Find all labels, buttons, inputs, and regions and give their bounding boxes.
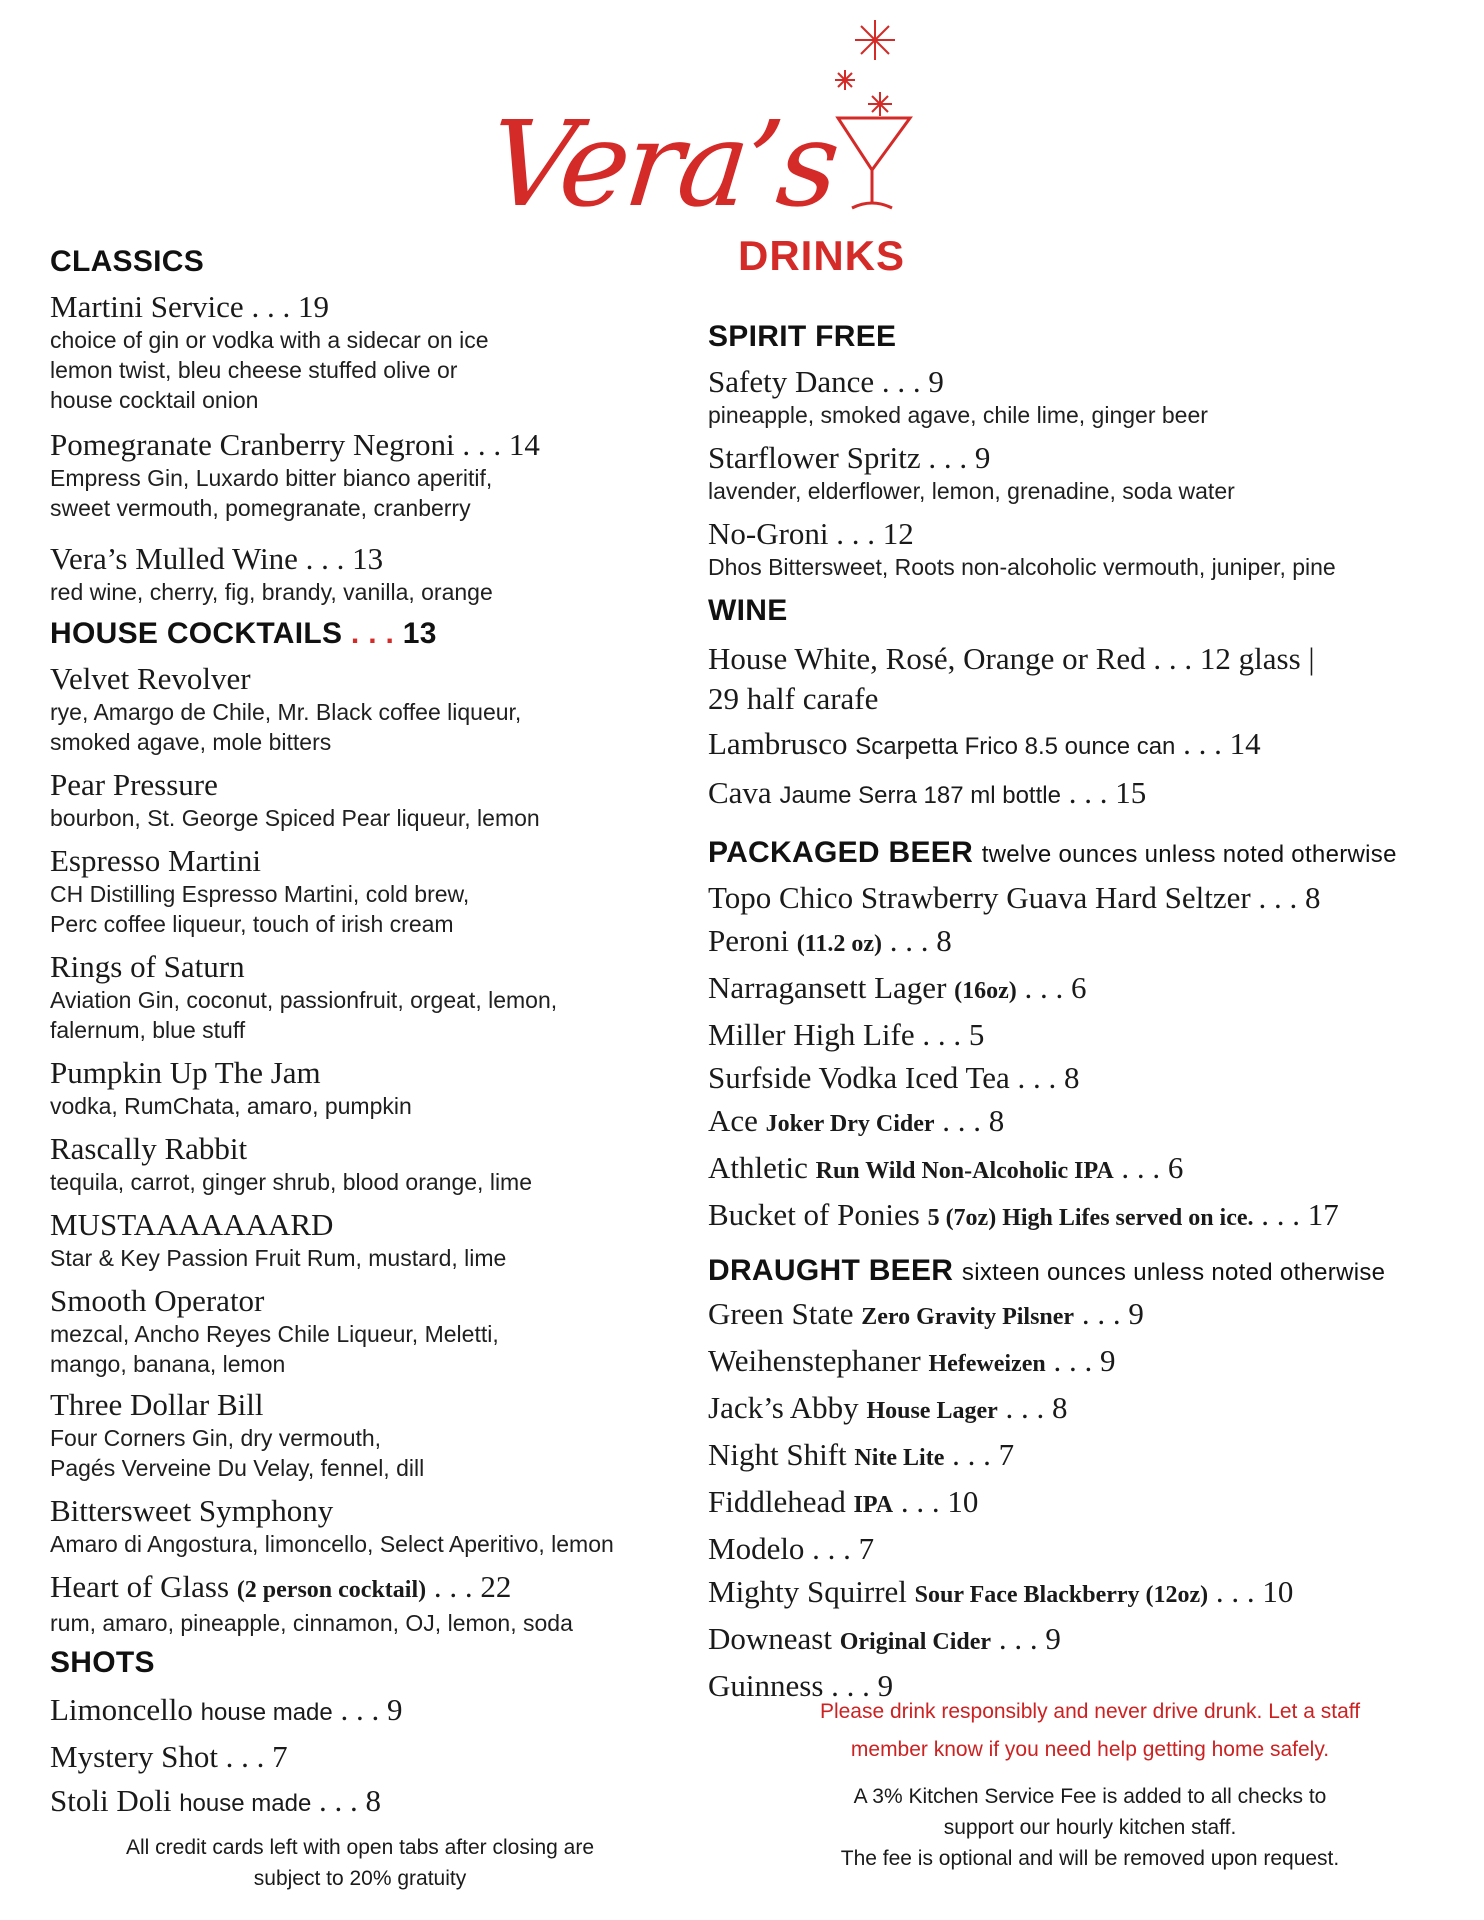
item-name: Three Dollar Bill [50,1387,264,1422]
item-extra: Original Cider [839,1629,992,1655]
item-desc: CH Distilling Espresso Martini, cold brew, [50,881,470,907]
beer-item [708,1570,1448,1617]
beer-item [708,966,1448,1013]
menu-item [50,541,690,607]
wine-house: House White, Rosé, Orange or Red . . . 12 glass | [708,641,1315,676]
menu-item [50,1569,690,1638]
footer-notes [720,1693,1460,1874]
logo-script: Vera’s [482,95,843,233]
beer-item [708,1056,1448,1099]
wine-house-carafe: 29 half carafe [708,681,879,716]
beer-item [708,876,1448,919]
menu-item [50,1055,690,1121]
item-title: Heart of Glass [50,1569,230,1604]
item-price: . . . 7 [944,1437,1015,1472]
menu-item [708,440,1448,506]
item-desc: Four Corners Gin, dry vermouth, [50,1425,382,1451]
right-column [708,320,1448,1707]
item-name: Espresso Martini [50,843,261,878]
item-extra: 5 (7oz) High Lifes served on ice. [927,1205,1254,1231]
beer-item [708,1480,1448,1527]
beer-item [708,1386,1448,1433]
menu-item [50,1387,690,1483]
item-title: Miller High Life . . . 5 [708,1017,985,1052]
item-extra: IPA [853,1492,894,1518]
menu-item [50,1493,690,1559]
item-desc: Pagés Verveine Du Velay, fennel, dill [50,1455,425,1481]
item-desc: house cocktail onion [50,387,259,413]
item-desc: mezcal, Ancho Reyes Chile Liqueur, Meletti, [50,1321,499,1347]
note-line: subject to 20% gratuity [253,1867,467,1890]
logo [482,10,940,279]
item-name: Martini Service . . . 19 [50,289,329,324]
item-name [50,1569,690,1608]
item-price: . . . 9 [1045,1343,1116,1378]
item-desc: falernum, blue stuff [50,1017,246,1043]
item-title: Narragansett Lager [708,970,947,1005]
menu-item [50,949,690,1045]
item-price: . . . 6 [1113,1150,1184,1185]
menu-item [50,427,690,523]
martini-glass-sparkle-icon [790,10,930,230]
draught-beer-heading [708,1254,1448,1288]
item-price: . . . 9 [991,1621,1061,1656]
item-title: Stoli Doli [50,1783,172,1818]
heading-text: HOUSE COCKTAILS [50,617,343,650]
heading-sub: sixteen ounces unless noted otherwise [961,1259,1386,1286]
shots-heading: SHOTS [50,1646,155,1679]
wine-item [708,775,1448,814]
beer-item [708,919,1448,966]
item-desc: tequila, carrot, ginger shrub, blood orange, lime [50,1169,533,1195]
shot-item [50,1739,690,1775]
item-price: . . . 9 [332,1692,403,1727]
item-name: Pumpkin Up The Jam [50,1055,321,1090]
item-price: . . . 8 [997,1390,1068,1425]
item-price: . . . 22 [426,1569,512,1604]
menu-item [50,661,690,757]
heading-text: PACKAGED BEER [708,836,974,869]
fee-note: support our hourly kitchen staff. [943,1816,1237,1839]
item-price: . . . 6 [1016,970,1087,1005]
responsible-note: member know if you need help getting home safely. [850,1738,1330,1761]
item-desc: red wine, cherry, fig, brandy, vanilla, orange [50,579,493,605]
menu-item [50,843,690,939]
item-title: Night Shift [708,1437,847,1472]
item-price: . . . 8 [311,1783,382,1818]
item-price: . . . 14 [1175,726,1261,761]
item-extra: Joker Dry Cider [765,1111,935,1137]
item-extra: Sour Face Blackberry (12oz) [914,1582,1209,1608]
item-title: Bucket of Ponies [708,1197,920,1232]
classics-heading: CLASSICS [50,245,205,278]
spirit-free-heading: SPIRIT FREE [708,320,897,353]
item-desc: Aviation Gin, coconut, passionfruit, orgeat, lemon, [50,987,558,1013]
item-price: . . . 10 [893,1484,979,1519]
item-title: Limoncello [50,1692,193,1727]
item-desc: Perc coffee liqueur, touch of irish cream [50,911,454,937]
item-extra: House Lager [866,1398,998,1424]
item-desc: rye, Amargo de Chile, Mr. Black coffee liqueur, [50,699,522,725]
house-cocktails-heading [50,617,690,651]
item-desc: bourbon, St. George Spiced Pear liqueur, lemon [50,805,540,831]
item-name: Safety Dance . . . 9 [708,364,944,399]
item-desc: vodka, RumChata, amaro, pumpkin [50,1093,412,1119]
beer-item [708,1527,1448,1570]
packaged-beer-heading [708,836,1448,870]
item-name: Smooth Operator [50,1283,265,1318]
menu-item [50,1131,690,1197]
item-title: Mighty Squirrel [708,1574,907,1609]
beer-item [708,1146,1448,1193]
heading-text: DRAUGHT BEER [708,1254,954,1287]
menu-item [50,289,690,415]
item-name: Pomegranate Cranberry Negroni . . . 14 [50,427,540,462]
left-column [50,245,690,1822]
menu-item [708,364,1448,430]
item-extra: (11.2 oz) [796,931,882,957]
item-desc: Empress Gin, Luxardo bitter bianco aperitif, [50,465,493,491]
shot-item [50,1692,690,1731]
item-desc: pineapple, smoked agave, chile lime, ginger beer [708,402,1208,428]
item-desc: mango, banana, lemon [50,1351,286,1377]
item-price: . . . 8 [934,1103,1005,1138]
item-price: . . . 8 [882,923,952,958]
item-desc: lemon twist, bleu cheese stuffed olive or [50,357,458,383]
item-title: Weihenstephaner [708,1343,921,1378]
item-title: Modelo . . . 7 [708,1531,875,1566]
item-name: Bittersweet Symphony [50,1493,334,1528]
item-title: Mystery Shot . . . 7 [50,1739,288,1774]
note-line: All credit cards left with open tabs after closing are [125,1836,595,1859]
menu-item [708,516,1448,582]
item-extra: Scarpetta Frico 8.5 ounce can [855,733,1176,760]
item-desc: Amaro di Angostura, limoncello, Select Aperitivo, lemon [50,1531,614,1557]
item-desc: choice of gin or vodka with a sidecar on ice [50,327,489,353]
item-price: . . . 9 [1074,1296,1144,1331]
item-name: Velvet Revolver [50,661,251,696]
item-price: . . . 15 [1060,775,1147,810]
beer-item [708,1339,1448,1386]
item-title: Guinness . . . 9 [708,1668,894,1703]
item-extra: Run Wild Non-Alcoholic IPA [815,1158,1114,1184]
item-name: Rings of Saturn [50,949,245,984]
item-title: Peroni [708,923,789,958]
shot-item [50,1783,690,1822]
item-title: Ace [708,1103,758,1138]
wine-item [708,726,1448,765]
beer-item [708,1013,1448,1056]
item-title: Athletic [708,1150,808,1185]
fee-note: The fee is optional and will be removed upon request. [840,1847,1340,1870]
item-extra: Jaume Serra 187 ml bottle [779,782,1061,809]
item-desc: Dhos Bittersweet, Roots non-alcoholic vermouth, juniper, pine [708,554,1336,580]
heading-sub: twelve ounces unless noted otherwise [981,841,1397,868]
beer-item [708,1193,1448,1240]
menu-item [50,1207,690,1273]
beer-item [708,1292,1448,1339]
beer-item [708,1099,1448,1146]
logo-subtitle: DRINKS [738,232,906,279]
responsible-note: Please drink responsibly and never drive drunk. Let a staff [819,1700,1361,1723]
item-extra: Hefeweizen [928,1351,1046,1377]
item-extra: house made [200,1699,333,1726]
item-desc: smoked agave, mole bitters [50,729,332,755]
item-name: Starflower Spritz . . . 9 [708,440,991,475]
item-title: Lambrusco [708,726,848,761]
item-title: Downeast [708,1621,832,1656]
item-extra: (2 person cocktail) [236,1577,427,1603]
item-extra: Nite Lite [854,1445,945,1471]
item-title: Surfside Vodka Iced Tea . . . 8 [708,1060,1080,1095]
wine-heading: WINE [708,594,788,627]
heading-dots: . . . [342,617,403,650]
item-extra: Zero Gravity Pilsner [861,1304,1075,1330]
item-title: Jack’s Abby [708,1390,859,1425]
item-title: Cava [708,775,772,810]
item-name: MUSTAAAAAAARD [50,1207,334,1242]
item-price: . . . 10 [1208,1574,1294,1609]
beer-item [708,1433,1448,1480]
item-name: Rascally Rabbit [50,1131,248,1166]
item-title: Green State [708,1296,854,1331]
item-price: . . . 17 [1253,1197,1339,1232]
item-title: Topo Chico Strawberry Guava Hard Seltzer . . . 8 [708,880,1321,915]
item-desc: rum, amaro, pineapple, cinnamon, OJ, lemon, soda [50,1610,573,1636]
item-extra: house made [179,1790,312,1817]
item-name: No-Groni . . . 12 [708,516,914,551]
heading-price: 13 [402,617,437,650]
menu-item [50,767,690,833]
item-desc: lavender, elderflower, lemon, grenadine, soda water [708,478,1235,504]
item-name: Pear Pressure [50,767,218,802]
item-desc: sweet vermouth, pomegranate, cranberry [50,495,471,521]
item-desc: Star & Key Passion Fruit Rum, mustard, lime [50,1245,507,1271]
gratuity-note [50,1832,670,1894]
fee-note: A 3% Kitchen Service Fee is added to all checks to [853,1785,1327,1808]
beer-item [708,1617,1448,1664]
menu-item [50,1283,690,1379]
item-extra: (16oz) [954,978,1017,1004]
item-name: Vera’s Mulled Wine . . . 13 [50,541,384,576]
item-title: Fiddlehead [708,1484,846,1519]
